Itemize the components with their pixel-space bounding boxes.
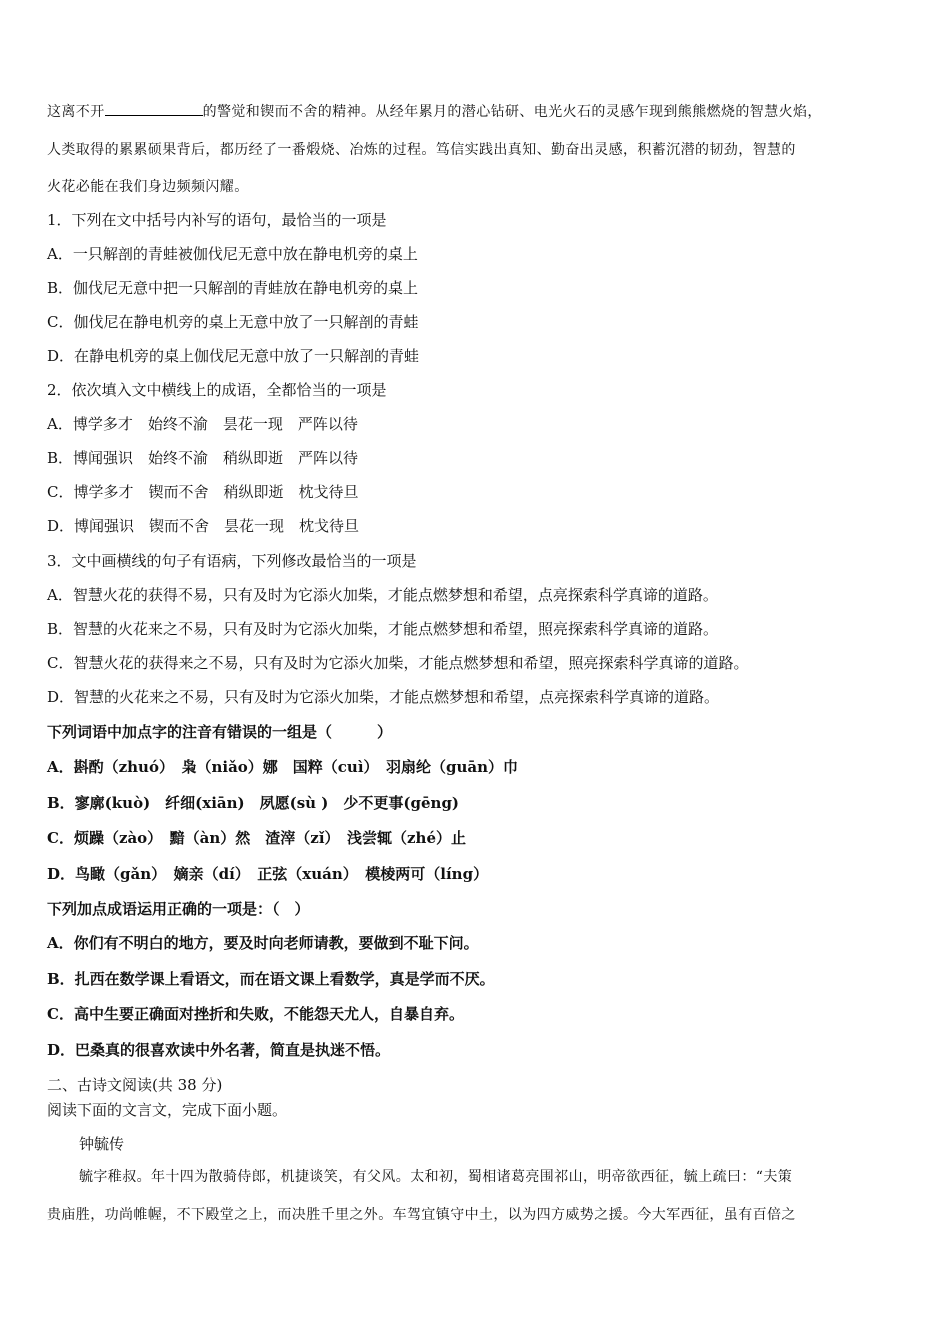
section-2-instruction: 阅读下面的文言文，完成下面小题。 bbox=[47, 1101, 288, 1119]
q1-option-d: D．在静电机旁的桌上伽伐尼无意中放了一只解剖的青蛙 bbox=[47, 347, 420, 365]
q3-option-c: C．智慧火花的获得来之不易，只有及时为它添火加柴，才能点燃梦想和希望，照亮探索科学真谛的道路。 bbox=[47, 654, 749, 672]
q2-option-d: D．博闻强识 锲而不舍 昙花一现 枕戈待旦 bbox=[47, 517, 360, 535]
passage-line-1 bbox=[47, 101, 822, 122]
fill-in-blank bbox=[105, 101, 203, 116]
q5-option-b: B．扎西在数学课上看语文，而在语文课上看数学，真是学而不厌。 bbox=[47, 970, 495, 988]
q1-stem: 1．下列在文中括号内补写的语句，最恰当的一项是 bbox=[47, 211, 387, 229]
passage-line-1-after: 的警觉和锲而不舍的精神。从经年累月的潜心钻研、电光火石的灵感乍现到熊熊燃烧的智慧火焰， bbox=[202, 104, 822, 120]
q4-option-b: B．寥廓(kuò) 纤细(xiān) 夙愿(sù ) 少不更事(gēng) bbox=[47, 794, 460, 812]
q5-option-d: D．巴桑真的很喜欢读中外名著，简直是执迷不悟。 bbox=[47, 1041, 391, 1059]
q4-option-d: D．鸟瞰（gǎn） 嫡亲（dí） 正弦（xuán） 模棱两可（líng） bbox=[47, 865, 489, 883]
q3-option-b: B．智慧的火花来之不易，只有及时为它添火加柴，才能点燃梦想和希望，照亮探索科学真谛的道路。 bbox=[47, 620, 719, 638]
q2-option-b: B．博闻强识 始终不渝 稍纵即逝 严阵以待 bbox=[47, 449, 359, 467]
q5-option-c: C．高中生要正确面对挫折和失败，不能怨天尤人，自暴自弃。 bbox=[47, 1005, 464, 1023]
passage-line-2: 人类取得的累累硕果背后，都历经了一番煅烧、冶炼的过程。笃信实践出真知、勤奋出灵感，积蓄沉潜的韧劲，智慧的 bbox=[47, 142, 796, 158]
passage-line-3: 火花必能在我们身边频频闪耀。 bbox=[47, 179, 249, 195]
classical-text-line-1: 毓字稚叔。年十四为散骑侍郎，机捷谈笑，有父风。太和初，蜀相诸葛亮围祁山，明帝欲西征，毓上疏曰：“夫策 bbox=[79, 1169, 793, 1185]
q5-stem: 下列加点成语运用正确的一项是：（ ） bbox=[47, 900, 310, 918]
passage-line-1-before: 这离不开 bbox=[47, 104, 105, 120]
q4-option-a: A．斟酌（zhuó） 枭（niǎo）娜 国粹（cuì） 羽扇纶（guān）巾 bbox=[47, 758, 519, 776]
q1-option-c: C．伽伐尼在静电机旁的桌上无意中放了一只解剖的青蛙 bbox=[47, 313, 419, 331]
classical-text-title: 钟毓传 bbox=[79, 1135, 125, 1153]
q2-option-c: C．博学多才 锲而不舍 稍纵即逝 枕戈待旦 bbox=[47, 483, 359, 501]
q2-option-a: A．博学多才 始终不渝 昙花一现 严阵以待 bbox=[47, 415, 358, 433]
section-2-heading: 二、古诗文阅读(共 38 分) bbox=[47, 1076, 223, 1094]
q3-option-a: A．智慧火花的获得不易，只有及时为它添火加柴，才能点燃梦想和希望，点亮探索科学真谛的道路。 bbox=[47, 586, 718, 604]
classical-text-line-2: 贵庙胜，功尚帷幄，不下殿堂之上，而决胜千里之外。车驾宜镇守中土，以为四方威势之援。今大军西征，虽有百倍之 bbox=[47, 1207, 796, 1223]
q1-option-b: B．伽伐尼无意中把一只解剖的青蛙放在静电机旁的桌上 bbox=[47, 279, 419, 297]
q1-option-a: A．一只解剖的青蛙被伽伐尼无意中放在静电机旁的桌上 bbox=[47, 245, 418, 263]
q2-stem: 2．依次填入文中横线上的成语，全都恰当的一项是 bbox=[47, 381, 387, 399]
q3-stem: 3．文中画横线的句子有语病，下列修改最恰当的一项是 bbox=[47, 552, 417, 570]
q4-stem: 下列词语中加点字的注音有错误的一组是（ ） bbox=[47, 723, 393, 741]
q4-option-c: C．烦躁（zào） 黯（àn）然 渣滓（zǐ） 浅尝辄（zhé）止 bbox=[47, 829, 466, 847]
q3-option-d: D．智慧的火花来之不易，只有及时为它添火加柴，才能点燃梦想和希望，点亮探索科学真谛的道路。 bbox=[47, 688, 720, 706]
q5-option-a: A．你们有不明白的地方，要及时向老师请教，要做到不耻下问。 bbox=[47, 934, 479, 952]
